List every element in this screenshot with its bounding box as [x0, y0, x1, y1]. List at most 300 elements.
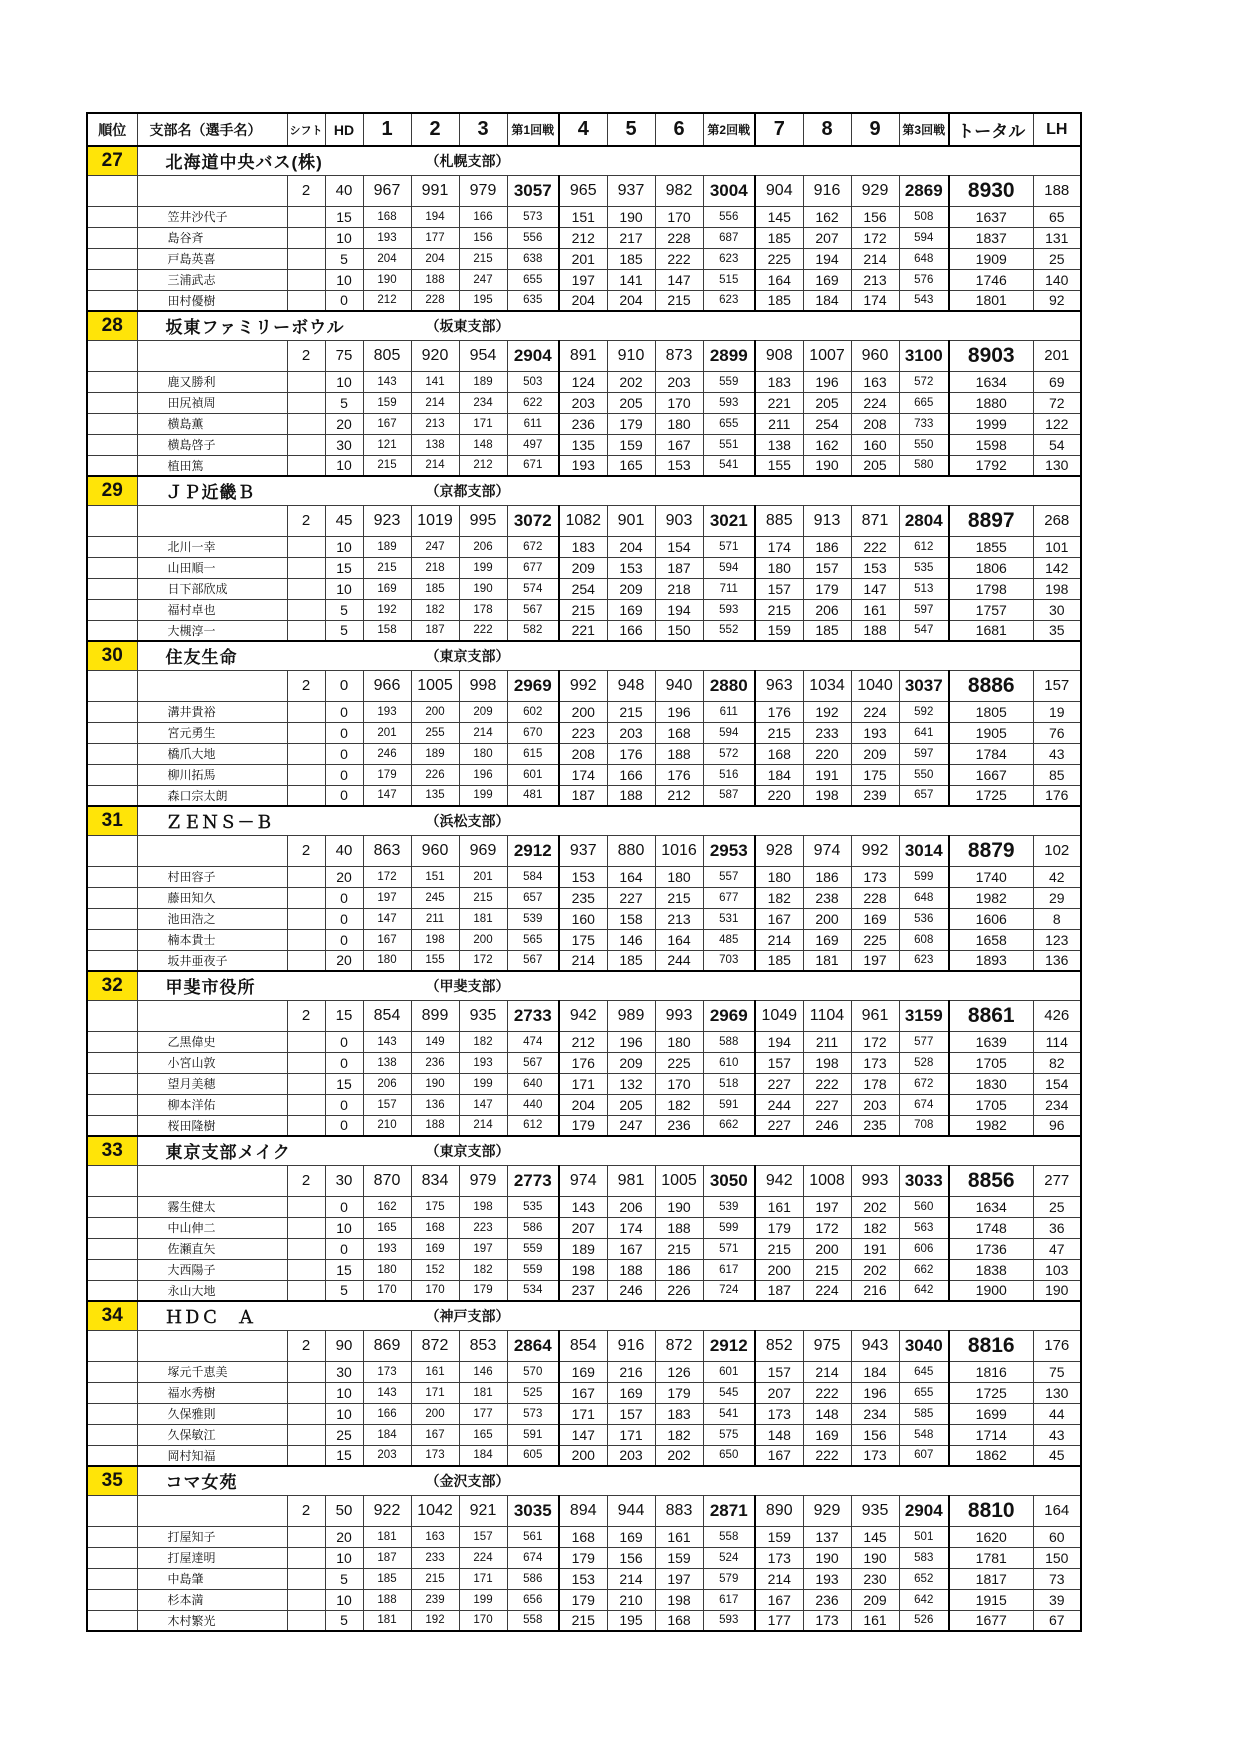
team-title-cell [137, 1301, 1081, 1330]
cell-game-5: 246 [607, 1280, 655, 1301]
cell-shift-empty [287, 950, 325, 971]
team-header-row [87, 971, 1081, 1000]
cell-rank-empty [87, 1052, 137, 1073]
cell-rank-empty [87, 1259, 137, 1280]
col-header-g7: 7 [755, 113, 803, 146]
cell-round2: 556 [703, 206, 755, 227]
cell-game-4: 223 [559, 722, 607, 743]
cell-round1: 615 [507, 743, 559, 764]
cell-total: 8897 [949, 505, 1033, 536]
cell-game-7: 173 [755, 1403, 803, 1424]
cell-hd: 75 [325, 340, 363, 371]
cell-game-3: 954 [459, 340, 507, 371]
cell-lh: 67 [1033, 1610, 1081, 1631]
cell-rank-empty [87, 455, 137, 476]
cell-game-5: 132 [607, 1073, 655, 1094]
cell-game-9: 943 [851, 1330, 899, 1361]
cell-total: 1909 [949, 248, 1033, 269]
cell-game-4: 208 [559, 743, 607, 764]
cell-hd: 5 [325, 1280, 363, 1301]
cell-lh: 426 [1033, 1000, 1081, 1031]
cell-round3: 580 [899, 455, 949, 476]
cell-total: 1677 [949, 1610, 1033, 1631]
cell-game-8: 222 [803, 1073, 851, 1094]
cell-lh: 45 [1033, 1445, 1081, 1466]
cell-round1: 655 [507, 269, 559, 290]
cell-shift-empty [287, 1610, 325, 1631]
cell-round1: 561 [507, 1526, 559, 1547]
cell-total: 1781 [949, 1547, 1033, 1568]
cell-game-9: 202 [851, 1196, 899, 1217]
cell-game-2: 1005 [411, 670, 459, 701]
cell-game-3: 197 [459, 1238, 507, 1259]
cell-game-7: 215 [755, 722, 803, 743]
cell-game-7: 214 [755, 929, 803, 950]
cell-hd: 0 [325, 1238, 363, 1259]
cell-game-1: 197 [363, 887, 411, 908]
cell-game-3: 222 [459, 620, 507, 641]
cell-game-7: 194 [755, 1031, 803, 1052]
cell-game-5: 141 [607, 269, 655, 290]
cell-rank-empty [87, 722, 137, 743]
cell-hd: 10 [325, 227, 363, 248]
cell-rank-empty [87, 929, 137, 950]
cell-rank-empty [87, 620, 137, 641]
cell-total: 1658 [949, 929, 1033, 950]
player-name: 橋爪大地 [137, 743, 287, 764]
player-name: 池田浩之 [137, 908, 287, 929]
cell-round3: 2869 [899, 175, 949, 206]
player-row [87, 722, 1081, 743]
cell-shift-empty [287, 227, 325, 248]
cell-game-2: 236 [411, 1052, 459, 1073]
cell-lh: 43 [1033, 743, 1081, 764]
team-title-cell [137, 476, 1081, 505]
cell-game-7: 942 [755, 1165, 803, 1196]
cell-round1: 481 [507, 785, 559, 806]
cell-game-4: 215 [559, 599, 607, 620]
cell-game-7: 211 [755, 413, 803, 434]
player-name: 藤田知久 [137, 887, 287, 908]
cell-game-3: 177 [459, 1403, 507, 1424]
cell-game-3: 998 [459, 670, 507, 701]
player-name: 植田篤 [137, 455, 287, 476]
cell-game-8: 200 [803, 908, 851, 929]
cell-game-1: 180 [363, 1259, 411, 1280]
team-name: 住友生命 [165, 648, 238, 668]
cell-round1: 558 [507, 1610, 559, 1631]
cell-hd: 10 [325, 536, 363, 557]
cell-total: 1837 [949, 227, 1033, 248]
cell-game-9: 145 [851, 1526, 899, 1547]
cell-hd: 0 [325, 1115, 363, 1136]
cell-game-4: 169 [559, 1361, 607, 1382]
cell-round2: 610 [703, 1052, 755, 1073]
cell-game-1: 170 [363, 1280, 411, 1301]
cell-game-6: 215 [655, 1238, 703, 1259]
cell-game-1: 159 [363, 392, 411, 413]
cell-game-4: 207 [559, 1217, 607, 1238]
cell-game-8: 233 [803, 722, 851, 743]
cell-game-2: 171 [411, 1382, 459, 1403]
cell-game-3: 182 [459, 1259, 507, 1280]
cell-game-8: 205 [803, 392, 851, 413]
cell-game-3: 853 [459, 1330, 507, 1361]
cell-shift-empty [287, 785, 325, 806]
cell-game-5: 166 [607, 764, 655, 785]
cell-game-7: 852 [755, 1330, 803, 1361]
cell-rank-empty [87, 434, 137, 455]
cell-round3: 501 [899, 1526, 949, 1547]
cell-game-6: 883 [655, 1495, 703, 1526]
col-header-g6: 6 [655, 113, 703, 146]
cell-round1: 573 [507, 206, 559, 227]
cell-lh: 47 [1033, 1238, 1081, 1259]
cell-game-3: 147 [459, 1094, 507, 1115]
col-header-shift: シフト [287, 113, 325, 146]
cell-game-3: 206 [459, 536, 507, 557]
cell-game-2: 173 [411, 1445, 459, 1466]
cell-rank-empty [87, 1238, 137, 1259]
cell-rank-empty [87, 1000, 137, 1031]
cell-round3: 592 [899, 701, 949, 722]
cell-game-4: 179 [559, 1115, 607, 1136]
cell-game-8: 198 [803, 785, 851, 806]
cell-game-4: 894 [559, 1495, 607, 1526]
cell-game-2: 189 [411, 743, 459, 764]
cell-game-5: 880 [607, 835, 655, 866]
cell-game-1: 966 [363, 670, 411, 701]
player-row [87, 1094, 1081, 1115]
cell-game-4: 254 [559, 578, 607, 599]
cell-hd: 30 [325, 434, 363, 455]
cell-game-4: 212 [559, 227, 607, 248]
cell-hd: 25 [325, 1424, 363, 1445]
cell-round3: 594 [899, 227, 949, 248]
cell-game-6: 197 [655, 1568, 703, 1589]
cell-game-7: 885 [755, 505, 803, 536]
cell-round3: 599 [899, 866, 949, 887]
cell-game-7: 928 [755, 835, 803, 866]
cell-game-1: 246 [363, 743, 411, 764]
cell-game-1: 212 [363, 290, 411, 311]
cell-round1: 2904 [507, 340, 559, 371]
cell-game-8: 186 [803, 536, 851, 557]
cell-game-6: 170 [655, 206, 703, 227]
cell-game-2: 247 [411, 536, 459, 557]
cell-round3: 655 [899, 1382, 949, 1403]
cell-game-3: 178 [459, 599, 507, 620]
cell-game-3: 214 [459, 722, 507, 743]
cell-total: 1637 [949, 206, 1033, 227]
player-name: 打屋知子 [137, 1526, 287, 1547]
col-header-g3: 3 [459, 113, 507, 146]
cell-game-1: 143 [363, 371, 411, 392]
cell-rank-empty [87, 371, 137, 392]
cell-game-3: 223 [459, 1217, 507, 1238]
cell-game-1: 173 [363, 1361, 411, 1382]
cell-game-6: 153 [655, 455, 703, 476]
cell-round2: 593 [703, 392, 755, 413]
team-rank-badge: 29 [87, 476, 137, 505]
cell-game-3: 156 [459, 227, 507, 248]
cell-rank-empty [87, 536, 137, 557]
cell-total: 8879 [949, 835, 1033, 866]
cell-game-5: 214 [607, 1568, 655, 1589]
cell-game-5: 157 [607, 1403, 655, 1424]
cell-shift-empty [287, 1445, 325, 1466]
player-name: 小宮山敦 [137, 1052, 287, 1073]
cell-lh: 131 [1033, 227, 1081, 248]
cell-game-8: 1034 [803, 670, 851, 701]
cell-game-7: 185 [755, 290, 803, 311]
cell-round1: 2912 [507, 835, 559, 866]
cell-game-7: 157 [755, 578, 803, 599]
cell-hd: 30 [325, 1165, 363, 1196]
cell-round1: 2864 [507, 1330, 559, 1361]
cell-game-1: 203 [363, 1445, 411, 1466]
cell-game-5: 185 [607, 248, 655, 269]
cell-lh: 73 [1033, 1568, 1081, 1589]
cell-total: 1634 [949, 371, 1033, 392]
cell-game-2: 175 [411, 1196, 459, 1217]
player-row [87, 1547, 1081, 1568]
cell-round1: 640 [507, 1073, 559, 1094]
player-row [87, 1382, 1081, 1403]
cell-round1: 503 [507, 371, 559, 392]
cell-shift: 2 [287, 1495, 325, 1526]
cell-shift-empty [287, 413, 325, 434]
cell-game-6: 903 [655, 505, 703, 536]
cell-round3: 597 [899, 599, 949, 620]
cell-game-6: 196 [655, 701, 703, 722]
cell-game-3: 979 [459, 1165, 507, 1196]
cell-rank-empty [87, 950, 137, 971]
cell-rank-empty [87, 413, 137, 434]
player-name: 横島薫 [137, 413, 287, 434]
cell-game-3: 190 [459, 578, 507, 599]
cell-shift-empty [287, 269, 325, 290]
cell-game-2: 163 [411, 1526, 459, 1547]
cell-round3: 2804 [899, 505, 949, 536]
player-row [87, 620, 1081, 641]
cell-game-1: 172 [363, 866, 411, 887]
cell-shift: 2 [287, 505, 325, 536]
cell-game-4: 189 [559, 1238, 607, 1259]
cell-game-3: 199 [459, 1589, 507, 1610]
cell-game-1: 869 [363, 1330, 411, 1361]
cell-game-2: 200 [411, 701, 459, 722]
cell-total: 1705 [949, 1094, 1033, 1115]
team-header-row [87, 476, 1081, 505]
cell-hd: 0 [325, 722, 363, 743]
cell-game-8: 181 [803, 950, 851, 971]
cell-game-7: 176 [755, 701, 803, 722]
header-row [87, 113, 1081, 146]
cell-game-1: 167 [363, 929, 411, 950]
player-row [87, 392, 1081, 413]
cell-shift-empty [287, 1547, 325, 1568]
cell-rank-empty [87, 1445, 137, 1466]
cell-game-4: 209 [559, 557, 607, 578]
cell-round2: 599 [703, 1217, 755, 1238]
cell-game-6: 186 [655, 1259, 703, 1280]
cell-lh: 268 [1033, 505, 1081, 536]
cell-game-8: 148 [803, 1403, 851, 1424]
cell-game-9: 239 [851, 785, 899, 806]
cell-game-7: 890 [755, 1495, 803, 1526]
cell-total: 1817 [949, 1568, 1033, 1589]
cell-game-5: 185 [607, 950, 655, 971]
team-branch: （神戸支部） [425, 1307, 510, 1324]
cell-lh: 140 [1033, 269, 1081, 290]
cell-lh: 44 [1033, 1403, 1081, 1424]
cell-game-3: 200 [459, 929, 507, 950]
cell-game-5: 179 [607, 413, 655, 434]
cell-game-9: 225 [851, 929, 899, 950]
cell-game-3: 247 [459, 269, 507, 290]
cell-game-7: 157 [755, 1361, 803, 1382]
cell-rank-empty [87, 1073, 137, 1094]
cell-game-1: 166 [363, 1403, 411, 1424]
cell-game-3: 995 [459, 505, 507, 536]
cell-game-2: 872 [411, 1330, 459, 1361]
cell-round1: 656 [507, 1589, 559, 1610]
cell-game-9: 193 [851, 722, 899, 743]
cell-game-3: 196 [459, 764, 507, 785]
cell-rank-empty [87, 1217, 137, 1238]
cell-game-8: 246 [803, 1115, 851, 1136]
team-header-row [87, 641, 1081, 670]
cell-game-1: 162 [363, 1196, 411, 1217]
cell-game-9: 161 [851, 1610, 899, 1631]
cell-game-8: 179 [803, 578, 851, 599]
cell-total: 8816 [949, 1330, 1033, 1361]
cell-game-9: 156 [851, 1424, 899, 1445]
cell-game-7: 168 [755, 743, 803, 764]
cell-shift: 2 [287, 175, 325, 206]
cell-game-9: 163 [851, 371, 899, 392]
cell-game-6: 188 [655, 1217, 703, 1238]
cell-game-3: 180 [459, 743, 507, 764]
cell-hd: 0 [325, 908, 363, 929]
cell-game-1: 863 [363, 835, 411, 866]
cell-total: 1740 [949, 866, 1033, 887]
cell-rank-empty [87, 1361, 137, 1382]
cell-game-8: 169 [803, 929, 851, 950]
cell-game-6: 236 [655, 1115, 703, 1136]
player-name: 福水秀樹 [137, 1382, 287, 1403]
cell-game-3: 979 [459, 175, 507, 206]
cell-rank-empty [87, 1526, 137, 1547]
cell-total: 8810 [949, 1495, 1033, 1526]
cell-game-6: 180 [655, 866, 703, 887]
cell-lh: 123 [1033, 929, 1081, 950]
team-header-row [87, 1136, 1081, 1165]
cell-game-4: 1082 [559, 505, 607, 536]
cell-game-1: 192 [363, 599, 411, 620]
team-title-cell [137, 641, 1081, 670]
cell-game-8: 238 [803, 887, 851, 908]
player-name: 北川一幸 [137, 536, 287, 557]
cell-game-7: 215 [755, 599, 803, 620]
cell-game-3: 182 [459, 1031, 507, 1052]
cell-game-5: 204 [607, 290, 655, 311]
cell-hd: 0 [325, 1094, 363, 1115]
team-name: 北海道中央バス(株) [165, 153, 323, 173]
cell-rank-empty [87, 392, 137, 413]
cell-game-4: 153 [559, 1568, 607, 1589]
cell-game-5: 153 [607, 557, 655, 578]
cell-round3: 674 [899, 1094, 949, 1115]
cell-shift: 2 [287, 835, 325, 866]
cell-game-1: 143 [363, 1031, 411, 1052]
cell-game-8: 913 [803, 505, 851, 536]
cell-name-empty [137, 505, 287, 536]
team-totals-row [87, 1000, 1081, 1031]
cell-game-6: 222 [655, 248, 703, 269]
cell-game-2: 138 [411, 434, 459, 455]
cell-shift-empty [287, 887, 325, 908]
player-row [87, 1403, 1081, 1424]
cell-total: 1999 [949, 413, 1033, 434]
cell-game-5: 176 [607, 743, 655, 764]
cell-game-6: 168 [655, 1610, 703, 1631]
cell-game-6: 228 [655, 227, 703, 248]
player-row [87, 1031, 1081, 1052]
cell-shift-empty [287, 1280, 325, 1301]
cell-hd: 5 [325, 620, 363, 641]
team-branch: （浜松支部） [425, 812, 510, 829]
player-name: 桜田隆樹 [137, 1115, 287, 1136]
cell-rank-empty [87, 701, 137, 722]
cell-game-9: 191 [851, 1238, 899, 1259]
cell-lh: 190 [1033, 1280, 1081, 1301]
player-name: 溝井貴裕 [137, 701, 287, 722]
cell-round2: 662 [703, 1115, 755, 1136]
team-branch: （札幌支部） [425, 152, 510, 169]
cell-game-9: 182 [851, 1217, 899, 1238]
cell-game-4: 237 [559, 1280, 607, 1301]
player-name: 中山伸二 [137, 1217, 287, 1238]
cell-shift-empty [287, 1196, 325, 1217]
cell-game-7: 187 [755, 1280, 803, 1301]
cell-game-4: 197 [559, 269, 607, 290]
team-rank-badge: 27 [87, 146, 137, 175]
player-row [87, 1445, 1081, 1466]
cell-game-5: 205 [607, 1094, 655, 1115]
cell-total: 1816 [949, 1361, 1033, 1382]
cell-game-1: 923 [363, 505, 411, 536]
player-row [87, 887, 1081, 908]
cell-game-4: 175 [559, 929, 607, 950]
player-name: 坂井亜夜子 [137, 950, 287, 971]
cell-round3: 641 [899, 722, 949, 743]
cell-game-5: 937 [607, 175, 655, 206]
table-header [87, 113, 1081, 146]
team-title-cell [137, 1466, 1081, 1495]
cell-game-4: 171 [559, 1073, 607, 1094]
cell-game-5: 169 [607, 599, 655, 620]
cell-hd: 10 [325, 1382, 363, 1403]
cell-game-4: 198 [559, 1259, 607, 1280]
cell-game-3: 165 [459, 1424, 507, 1445]
cell-rank-empty [87, 1547, 137, 1568]
cell-round2: 601 [703, 1361, 755, 1382]
cell-shift-empty [287, 1526, 325, 1547]
cell-game-5: 164 [607, 866, 655, 887]
cell-lh: 234 [1033, 1094, 1081, 1115]
